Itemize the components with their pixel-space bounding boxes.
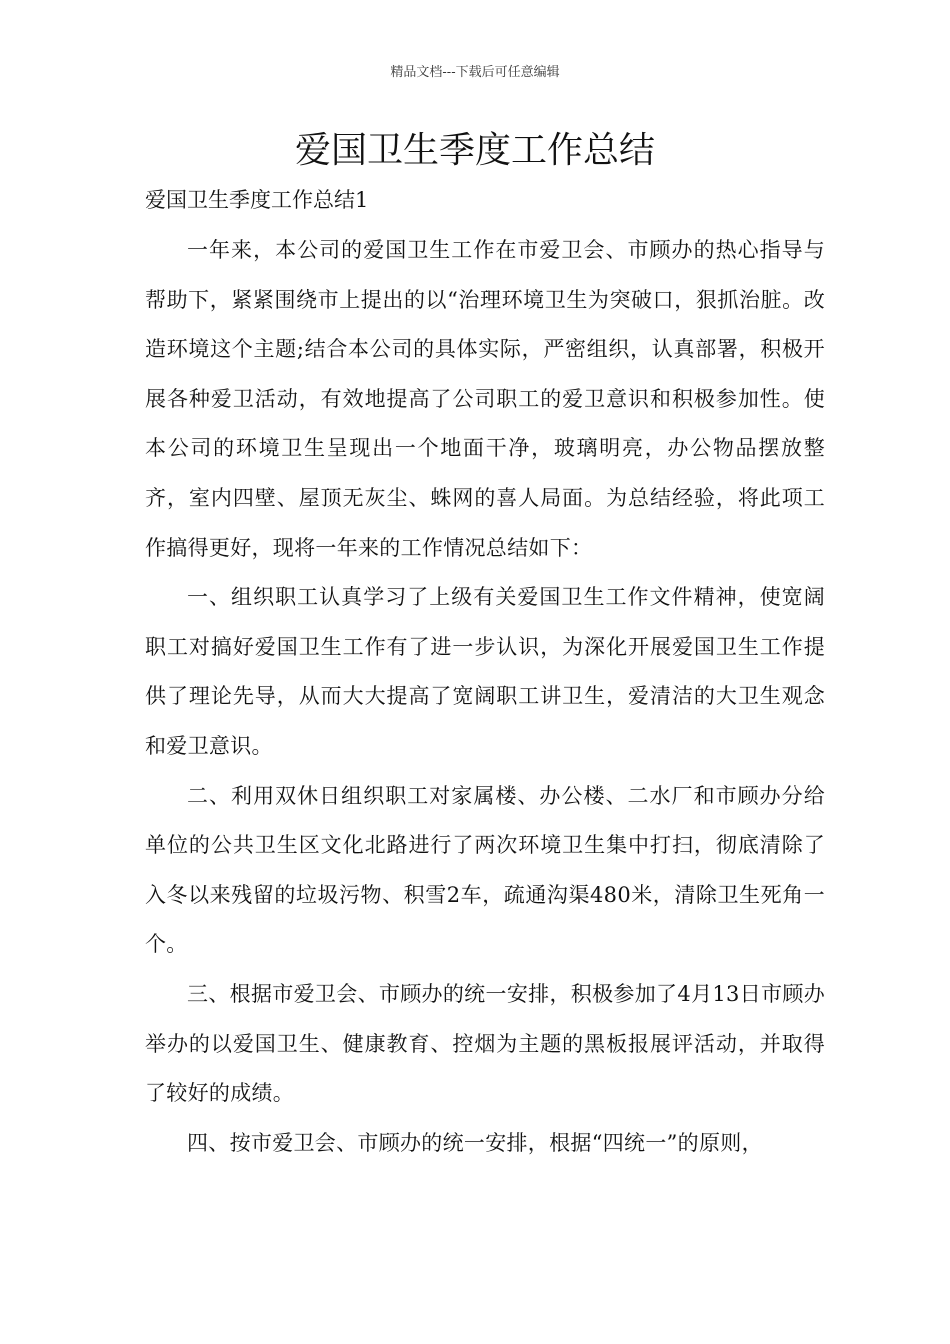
paragraph-item-1: 一、组织职工认真学习了上级有关爱国卫生工作文件精神，使宽阔职工对搞好爱国卫生工作有了进一步认识，为深化开展爱国卫生工作提供了理论先导，从而大大提高了宽阔职工讲卫生，爱清洁的大卫生观念和爱卫意识。	[145, 585, 825, 758]
paragraph-intro: 一年来，本公司的爱国卫生工作在市爱卫会、市顾办的热心指导与帮助下，紧紧围绕市上提出的以“治理环境卫生为突破口，狠抓治脏。改造环境这个主题;结合本公司的具体实际，严密组织，认真部署，积极开展各种爱卫活动，有效地提高了公司职工的爱卫意识和积极参加性。使本公司的环境卫生呈现出一个地面干净，玻璃明亮，办公物品摆放整齐，室内四壁、屋顶无灰尘、蛛网的喜人局面。为总结经验，将此项工作搞得更好，现将一年来的工作情况总结如下：	[145, 238, 825, 560]
paragraph-item-2: 二、利用双休日组织职工对家属楼、办公楼、二水厂和市顾办分给单位的公共卫生区文化北路进行了两次环境卫生集中打扫，彻底清除了入冬以来残留的垃圾污物、积雪2车，疏通沟渠480米，清除卫生死角一个。	[145, 783, 825, 957]
header-note: 精品文档---下载后可任意编辑	[390, 65, 560, 80]
paragraph-item-4: 四、按市爱卫会、市顾办的统一安排，根据“四统一”的原则，	[187, 1130, 763, 1155]
paragraph-item-3: 三、根据市爱卫会、市顾办的统一安排，积极参加了4月13日市顾办举办的以爱国卫生、健康教育、控烟为主题的黑板报展评活动，并取得了较好的成绩。	[145, 981, 825, 1106]
document-body	[145, 226, 825, 1168]
document-subtitle: 爱国卫生季度工作总结1	[145, 188, 369, 212]
document-title: 爱国卫生季度工作总结	[294, 130, 655, 171]
